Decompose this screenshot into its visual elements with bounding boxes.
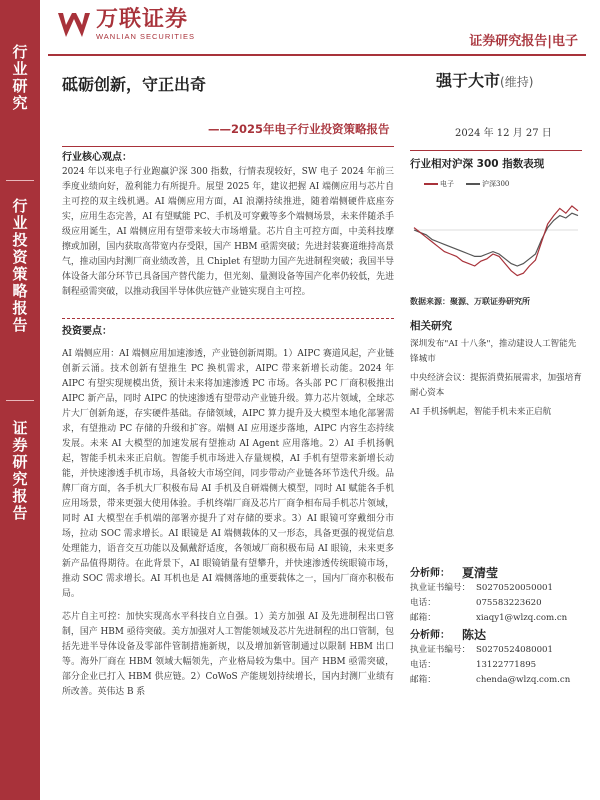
section-divider — [62, 146, 394, 147]
chart-title: 行业相对沪深 300 指数表现 — [410, 158, 545, 170]
wanlian-logo-icon — [56, 11, 92, 39]
core-view-text: 2024 年以来电子行业跑赢沪深 300 指数，行情表现较好，SW 电子 2024 年前三季度业绩向好，盈利能力有所提升。展望 2025 年，建议把握 AI 端侧应用与芯片自主可控的双主线机遇。AI 端侧应用方面，AI 浪潮持续推进，随着端侧硬件底座夯实，应用生态完善，AI 有望赋能 PC、手机及可穿戴等多个端侧场景，未来伴随杀手级应用诞生，AI 端侧应用有望带来较大市场增量。芯片自主可控方面，中美科技摩擦或加剧，国内获取高带宽内存受限，国产 HBM 亟需突破；先进封装赛道维持高景气，推动国内封测厂商业绩改善，且 Chiplet 有望助力国产先进制程突破；我国半导体设备大部分环节已具备国产替代能力，但光刻、量测设备等国产化率仍较低，先进制程亟需突破，以推动我国半导体供应链产业链实现自主可控。 — [62, 167, 394, 297]
brand-name-cn: 万联证券 — [96, 7, 189, 32]
investment-points-section — [62, 324, 394, 800]
related-item[interactable]: 中央经济会议：提振消费拓展需求，加强培育耐心资本 — [410, 373, 582, 398]
core-view-section — [62, 150, 394, 300]
report-title: 砥砺创新，守正出奇 — [62, 75, 207, 94]
sidebar-label-securities-research: 证 券 研 究 报 告 — [12, 419, 28, 522]
investment-points-heading: 投资要点： — [62, 326, 112, 337]
brand-name-en: WANLIAN SECURITIES — [96, 32, 195, 41]
related-item[interactable]: AI 手机扬帆起，智能手机未来正启航 — [410, 407, 552, 417]
analyst-1: 分析师： 夏清莹 执业证书编号： S0270520050001 电话： 075583223620 邮箱： xiaqy1@wlzq.com.cn — [410, 566, 582, 626]
report-type: 证券研究报告|电子 — [469, 34, 578, 49]
chart-top-line — [410, 150, 582, 151]
analyst-phone: 075583223620 — [476, 598, 542, 608]
investment-point-ai: AI 端侧应用：AI 端侧应用加速渗透，产业链创新周期。1）AIPC 赛道风起，产业链创新云涌。技术创新有望推生 PC 换机需求，AIPC 带来新增长动能。2024 年 AIPC 有望实现规模出货，预计未来将加速渗透 PC 市场。各头部 PC 厂商积极推出 AIPC 新产品，同时 AIPC 的快速渗透有望带动产业链升级。算力芯片领域，全球芯片大厂创新角逐，存实硬件基础。存储领域，AIPC 算力提升及大模型本地化部署需求，有望推动 PC 存储的升级和扩容。端侧 AI 应用逐步落地，AIPC 内容生态持续发展。未来 AI 大模型的加速发展有望推动 AI Agent 应用落地。2）AI 手机扬帆起，智能手机未来正启航。智能手机市场进入存量规模，AI 手机有望带来新增长动能，并快速渗透手机市场，具备较大市场空间，同步带动产业链各环节迭代升级。品牌厂商方面，各手机大厂积极布局 AI 手机及自研端侧大模型，同时 AI 赋能各手机应用场景，带来更强大使用体验。手机终端厂商及芯片厂商争相布局手机芯片领域，同时 AI 大模型在手机端的部署亦提升了对存储的要求。3）AI 眼镜可穿戴细分市场，拉动 SOC 需求增长。AI 眼镜是 AI 端侧载体的又一形态，具备更强的视觉信息处理能力，语音交互功能以及佩戴舒适度，各领域厂商积极布局 AI 眼镜，未来更多新产品值得期待。在此背景下，AI 眼镜销量有望攀升，并快速渗透传统眼镜市场，推动 SOC 需求增长。AI 耳机也是 AI 端侧落地的重要载体之一，国内厂商亦积极布局。 — [62, 349, 394, 599]
analyst-email[interactable]: xiaqy1@wlzq.com.cn — [476, 613, 568, 623]
analyst-name: 夏清莹 — [462, 566, 499, 580]
series-line-electronics — [414, 206, 578, 276]
related-research-heading: 相关研究 — [410, 320, 452, 332]
analyst-name: 陈达 — [462, 628, 487, 642]
analyst-phone: 13122771895 — [476, 660, 537, 670]
rating-sub: (维持) — [500, 75, 534, 89]
legend-hs300: 沪深300 — [466, 179, 509, 189]
analyst-license: S0270520050001 — [476, 583, 553, 593]
related-research-section — [410, 318, 582, 420]
header-divider — [48, 54, 586, 56]
sidebar-label-industry-research: 行 业 研 究 — [12, 43, 28, 112]
brand-logo — [56, 8, 195, 41]
sidebar-divider — [6, 400, 34, 401]
investment-point-chip: 芯片自主可控：加快实现高水平科技自立自强。1）美方加强 AI 及先进制程出口管制，国产 HBM 亟待突破。美方加强对人工智能领域及芯片先进制程的出口管制，包括先进半导体设备及零部件管制措施新规，以及增加新管制通过以限制 HBM 出口等。海外厂商在 HBM 领域大幅领先，产业格局较为集中。国产 HBM 亟需突破，部分企业已打入 HBM 供应链。2）CoWoS 产能规划持续增长，国内封测厂业绩有所改善。英伟达 B 系 — [62, 612, 394, 697]
related-item[interactable]: 深圳发布"AI 十八条"，推动建设人工智能先锋城市 — [410, 339, 577, 364]
analyst-license: S0270524080001 — [476, 645, 553, 655]
core-view-heading: 行业核心观点： — [62, 152, 132, 163]
industry-rating — [436, 68, 533, 91]
relative-performance-chart — [410, 188, 582, 286]
series-line-hs300 — [414, 213, 578, 266]
legend-electronics: 电子 — [424, 179, 454, 189]
analyst-2: 分析师： 陈达 执业证书编号： S0270524080001 电话： 13122771895 邮箱： chenda@wlzq.com.cn — [410, 628, 582, 688]
rating-main: 强于大市 — [436, 71, 501, 90]
report-date: 2024 年 12 月 27 日 — [455, 128, 552, 139]
report-subtitle: ——2025年电子行业投资策略报告 — [208, 122, 390, 136]
sidebar-divider — [6, 180, 34, 181]
sidebar-label-strategy-report: 行 业 投 资 策 略 报 告 — [12, 197, 28, 334]
section-divider — [62, 318, 394, 319]
chart-source: 数据来源：聚源、万联证券研究所 — [410, 296, 530, 306]
analyst-email[interactable]: chenda@wlzq.com.cn — [476, 675, 571, 685]
